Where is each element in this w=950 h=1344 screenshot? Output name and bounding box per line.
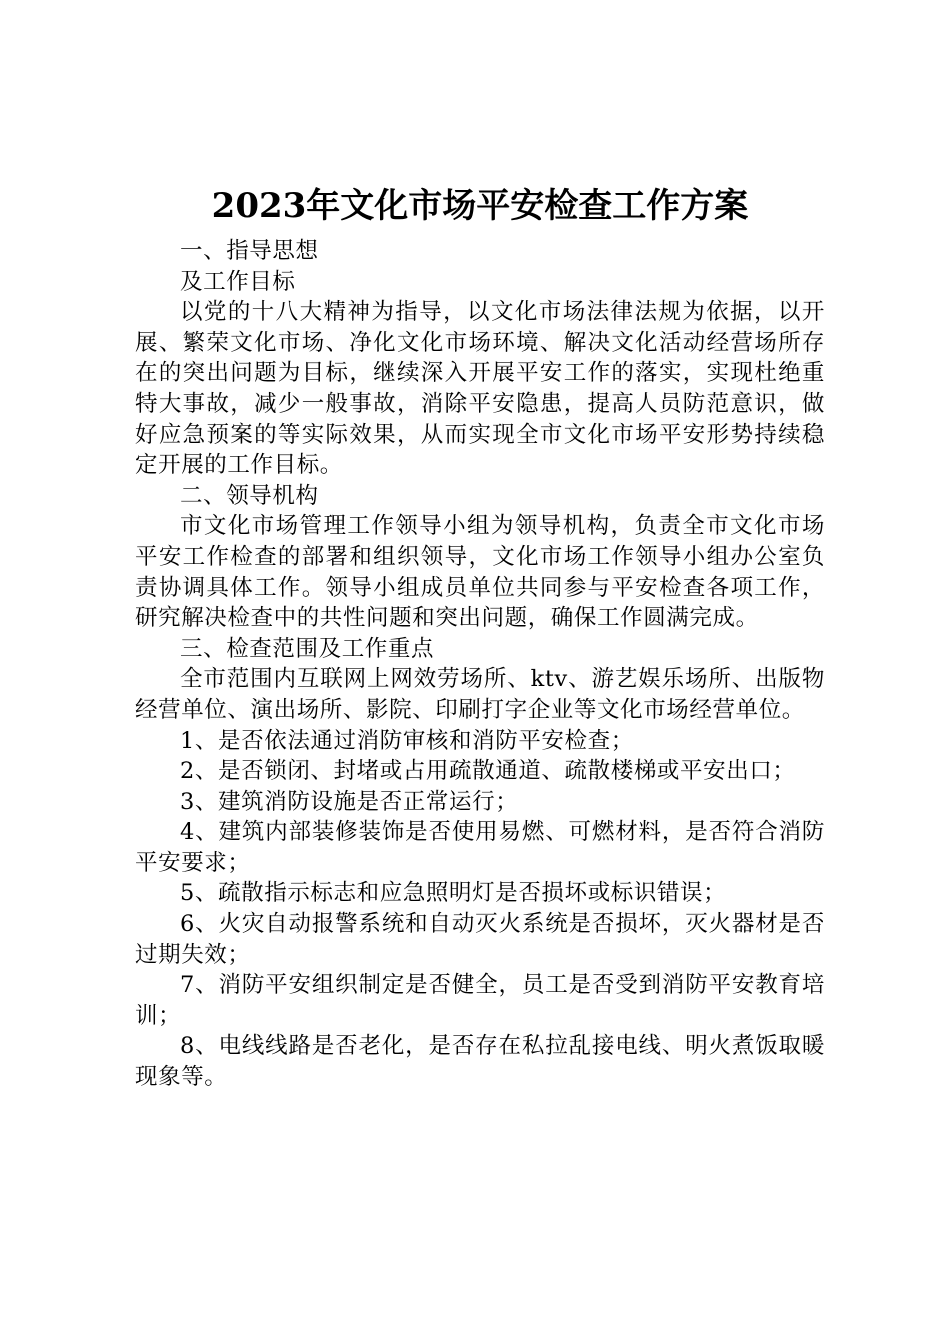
document-page xyxy=(135,180,825,1093)
checklist-item-7: 7、消防平安组织制定是否健全，员工是否受到消防平安教育培训； xyxy=(135,972,825,1029)
section-heading-leadership: 二、领导机构 xyxy=(180,482,319,509)
checklist-item-5: 5、疏散指示标志和应急照明灯是否损坏或标识错误； xyxy=(180,880,727,907)
paragraph-guiding-thought: 以党的十八大精神为指导，以文化市场法律法规为依据，以开展、繁荣文化市场、净化文化市场环境、解决文化活动经营场所存在的突出问题为目标，继续深入开展平安工作的落实，实现杜绝重特大事故，减少一般事故，消除平安隐患，提高人员防范意识，做好应急预案的等实际效果，从而实现全市文化市场平安形势持续稳定开展的工作目标。 xyxy=(135,299,825,479)
checklist-item-6: 6、火灾自动报警系统和自动灭火系统是否损坏，灭火器材是否过期失效； xyxy=(135,911,825,968)
section-heading-work-goal: 及工作目标 xyxy=(180,268,296,295)
section-heading-scope: 三、检查范围及工作重点 xyxy=(180,635,435,662)
paragraph-scope: 全市范围内互联网上网效劳场所、ktv、游艺娱乐场所、出版物经营单位、演出场所、影院、印刷打字企业等文化市场经营单位。 xyxy=(135,666,825,723)
section-heading-guiding-thought: 一、指导思想 xyxy=(180,238,319,264)
checklist-item-1: 1、是否依法通过消防审核和消防平安检查； xyxy=(180,727,634,754)
paragraph-leadership: 市文化市场管理工作领导小组为领导机构，负责全市文化市场平安工作检查的部署和组织领导，文化市场工作领导小组办公室负责协调具体工作。领导小组成员单位共同参与平安检查各项工作，研究解决检查中的共性问题和突出问题，确保工作圆满完成。 xyxy=(135,513,825,632)
checklist-item-3: 3、建筑消防设施是否正常运行； xyxy=(180,788,519,815)
checklist-item-2: 2、是否锁闭、封堵或占用疏散通道、疏散楼梯或平安出口； xyxy=(180,758,796,785)
checklist-item-8: 8、电线线路是否老化，是否存在私拉乱接电线、明火煮饭取暖现象等。 xyxy=(135,1033,825,1091)
checklist-item-4: 4、建筑内部装修装饰是否使用易燃、可燃材料，是否符合消防平安要求； xyxy=(135,819,825,876)
document-title: 2023年文化市场平安检查工作方案 xyxy=(211,186,749,226)
